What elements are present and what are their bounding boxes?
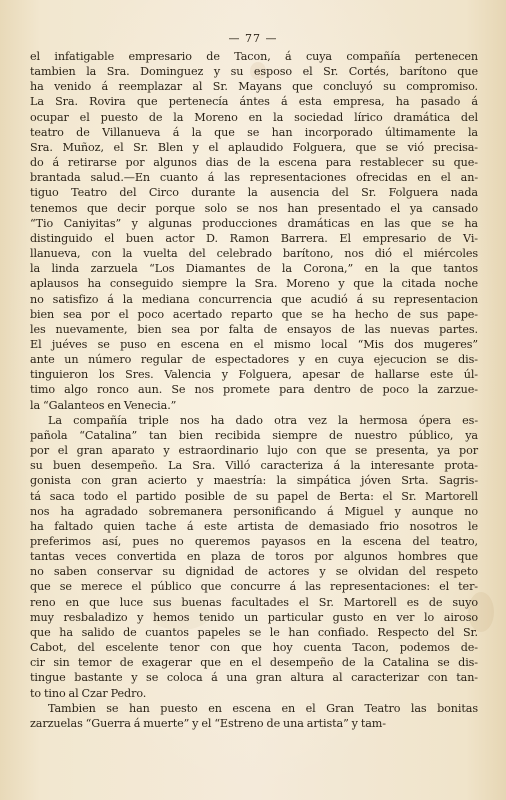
text-line: timo algo ronco aun. Se nos promete para dentro de poco la zarzue-	[30, 383, 478, 397]
text-line: por el gran aparato y estraordinario lujo con que se presenta, ya por	[30, 444, 478, 458]
body-text	[30, 49, 478, 731]
text-line: pañola “Catalina” tan bien recibida siempre de nuestro público, ya	[30, 428, 478, 442]
text-line: distinguido el buen actor D. Ramon Barrera. El empresario de Vi-	[30, 231, 478, 245]
text-line: teatro de Villanueva á la que se han incorporado últimamente la	[30, 125, 478, 139]
text-line: que se merece el público que concurre á las representaciones: el ter-	[30, 580, 478, 594]
text-line: cir sin temor de exagerar que en el desempeño de la Catalina se dis-	[30, 656, 478, 670]
text-line: tá saca todo el partido posible de su papel de Berta: el Sr. Martorell	[30, 489, 478, 503]
text-line: Sra. Muñoz, el Sr. Blen y el aplaudido Folguera, que se vió precisa-	[30, 140, 478, 154]
text-line: zarzuelas “Guerra á muerte” y el “Estreno de una artista” y tam-	[30, 716, 386, 730]
text-line: El juéves se puso en escena en el mismo local “Mis dos mugeres”	[30, 337, 478, 351]
text-line: La compañía triple nos ha dado otra vez la hermosa ópera es-	[48, 413, 478, 427]
text-line: no satisfizo á la mediana concurrencia que acudió á su representacion	[30, 292, 478, 306]
text-line: les nuevamente, bien sea por falta de ensayos de las nuevas partes.	[30, 322, 478, 336]
text-line: muy resbaladizo y hemos tenido un particular gusto en ver lo airoso	[30, 610, 478, 624]
text-line: tenemos que decir porque solo se nos han presentado el ya cansado	[30, 201, 478, 215]
text-line: La Sra. Rovira que pertenecía ántes á esta empresa, ha pasado á	[30, 95, 478, 109]
text-line: do á retirarse por algunos dias de la escena para restablecer su que-	[30, 156, 478, 170]
text-line: ha faltado quien tache á este artista de demasiado frio nosotros le	[30, 519, 478, 533]
text-line: brantada salud.—En cuanto á las representaciones ofrecidas en el an-	[30, 171, 478, 185]
text-line: to tino al Czar Pedro.	[30, 686, 147, 700]
text-line: la “Galanteos en Venecia.”	[30, 398, 177, 412]
text-line: “Tio Caniyitas” y algunas producciones dramáticas en las que se ha	[30, 216, 478, 230]
text-line: bien sea por el poco acertado reparto que se ha hecho de sus pape-	[30, 307, 478, 321]
text-line: no saben conservar su dignidad de actores y se olvidan del respeto	[30, 565, 478, 579]
text-line: tiguo Teatro del Circo durante la ausencia del Sr. Folguera nada	[30, 186, 478, 200]
text-line: el infatigable empresario de Tacon, á cuya compañía pertenecen	[30, 50, 478, 63]
text-line: tinguieron los Sres. Valencia y Folguera, apesar de hallarse este úl-	[30, 368, 478, 382]
text-line: Tambien se han puesto en escena en el Gran Teatro las bonitas	[48, 701, 478, 715]
paragraph	[30, 413, 478, 701]
paragraph	[30, 49, 478, 413]
text-line: su buen desempeño. La Sra. Villó caracteriza á la interesante prota-	[30, 459, 478, 473]
text-line: nos ha agradado sobremanera personificando á Miguel y aunque no	[30, 504, 478, 518]
text-line: reno en que luce sus buenas facultades el Sr. Martorell es de suyo	[30, 595, 478, 609]
text-line: preferimos así, pues no queremos payasos en la escena del teatro,	[30, 535, 478, 548]
text-line: que ha salido de cuantos papeles se le han confiado. Respecto del Sr.	[30, 625, 478, 639]
text-line: tingue bastante y se coloca á una gran altura al caracterizar con tan-	[30, 671, 478, 685]
text-line: ocupar el puesto de la Moreno en la sociedad lírico dramática del	[30, 110, 478, 124]
text-line: aplausos ha conseguido siempre la Sra. Moreno y que la citada noche	[30, 277, 478, 291]
page-number: — 77 —	[228, 32, 278, 45]
paragraph	[30, 701, 478, 731]
text-line: tantas veces convertida en plaza de toros por algunos hombres que	[30, 550, 478, 564]
text-line: tambien la Sra. Dominguez y su esposo el Sr. Cortés, barítono que	[30, 65, 478, 79]
text-line: gonista con gran acierto y maestría: la simpática jóven Srta. Sagris-	[30, 474, 478, 488]
text-line: llanueva, con la vuelta del celebrado barítono, nos dió el miércoles	[30, 247, 478, 261]
text-line: la linda zarzuela “Los Diamantes de la Corona,” en la que tantos	[30, 262, 478, 276]
text-line: Cabot, del escelente tenor con que hoy cuenta Tacon, podemos de-	[30, 641, 478, 655]
text-line: ha venido á reemplazar al Sr. Mayans que concluyó su compromiso.	[30, 80, 478, 94]
text-line: ante un número regular de espectadores y en cuya ejecucion se dis-	[30, 353, 478, 367]
